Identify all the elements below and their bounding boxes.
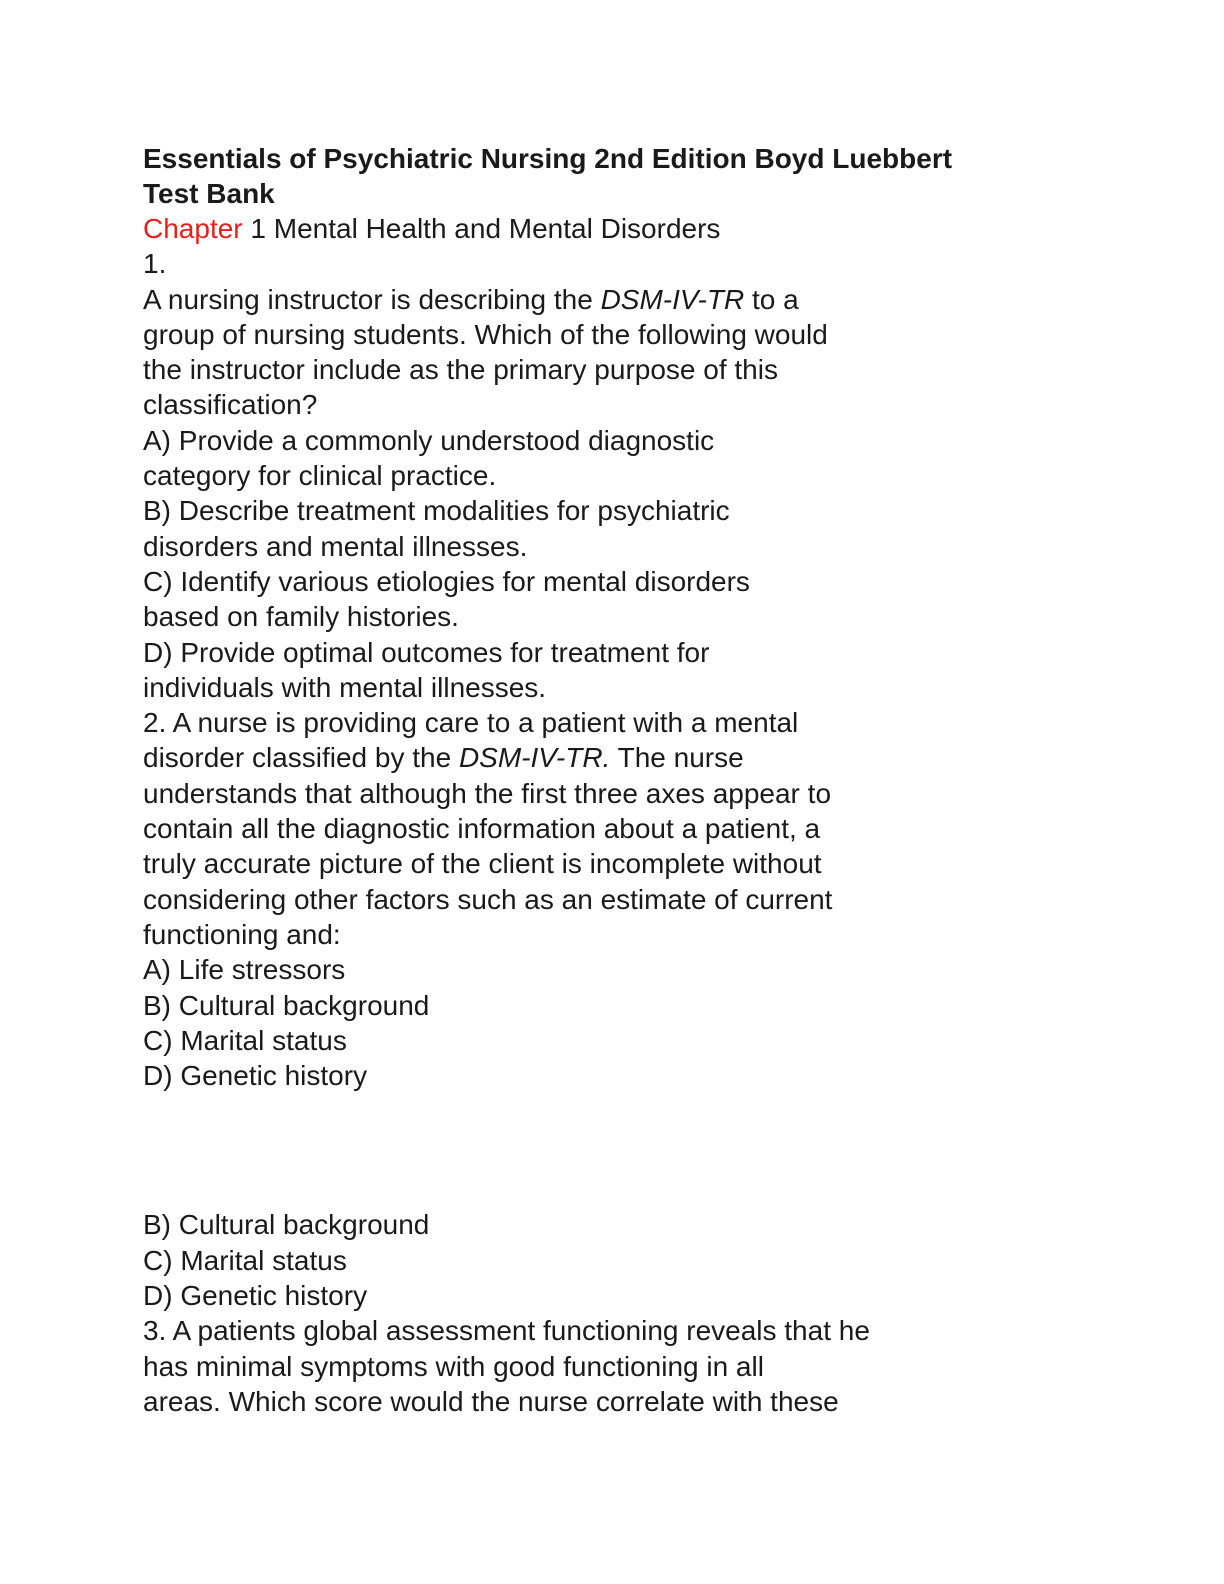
question-2-option: A) Life stressors [143, 954, 346, 986]
dsm-term: DSM-IV-TR [600, 283, 745, 315]
question-1-stem-line: classification? [143, 389, 318, 421]
question-2-option: B) Cultural background [143, 989, 430, 1021]
question-3-stem-line: areas. Which score would the nurse correlate with these [143, 1385, 839, 1417]
question-2-stem-line: functioning and: [143, 918, 341, 950]
question-1-option-line: individuals with mental illnesses. [143, 671, 547, 703]
repeated-option: D) Genetic history [143, 1280, 368, 1312]
question-1-stem-line: group of nursing students. Which of the following would [143, 318, 828, 350]
question-1-option-line: C) Identify various etiologies for mental disorders [143, 565, 750, 597]
question-1-option-line: category for clinical practice. [143, 460, 497, 492]
question-1-option-line: disorders and mental illnesses. [143, 530, 528, 562]
repeated-option: B) Cultural background [143, 1209, 430, 1241]
document-page [143, 141, 1143, 1419]
question-2-stem-line: truly accurate picture of the client is incomplete without [143, 848, 822, 880]
dsm-term: DSM-IV-TR. [458, 742, 611, 774]
question-3-stem-line: has minimal symptoms with good functioning in all [143, 1350, 764, 1382]
question-3-stem-line: 3. A patients global assessment functioning reveals that he [143, 1315, 870, 1347]
chapter-word: Chapter [143, 213, 243, 244]
repeated-option: C) Marital status [143, 1244, 347, 1276]
question-1-option-line: A) Provide a commonly understood diagnostic [143, 424, 715, 456]
question-2-stem-line: contain all the diagnostic information about a patient, a [143, 813, 821, 845]
question-2-option: C) Marital status [143, 1024, 347, 1056]
question-1-stem-line: A nursing instructor is describing the DSM-IV-TR to a [143, 283, 799, 315]
question-2-stem-line: 2. A nurse is providing care to a patient with a mental [143, 707, 799, 739]
question-1-stem-line: the instructor include as the primary purpose of this [143, 354, 778, 386]
question-1-option-line: based on family histories. [143, 601, 459, 633]
question-2-stem-line: understands that although the first three axes appear to [143, 777, 832, 809]
blank-spacer [143, 1093, 1143, 1207]
question-2-option: D) Genetic history [143, 1060, 368, 1092]
question-1-option-line: D) Provide optimal outcomes for treatment for [143, 636, 710, 668]
chapter-title: 1 Mental Health and Mental Disorders [242, 213, 721, 244]
question-2-stem-line: considering other factors such as an estimate of current [143, 883, 833, 915]
question-2-stem-line: disorder classified by the DSM-IV-TR. The nurse [143, 742, 744, 774]
question-1-option-line: B) Describe treatment modalities for psychiatric [143, 495, 730, 527]
document-title-line-2: Test Bank [143, 178, 275, 209]
chapter-heading [143, 211, 1143, 246]
question-1-number: 1. [143, 248, 167, 280]
document-title-line-1: Essentials of Psychiatric Nursing 2nd Edition Boyd Luebbert [143, 143, 953, 174]
